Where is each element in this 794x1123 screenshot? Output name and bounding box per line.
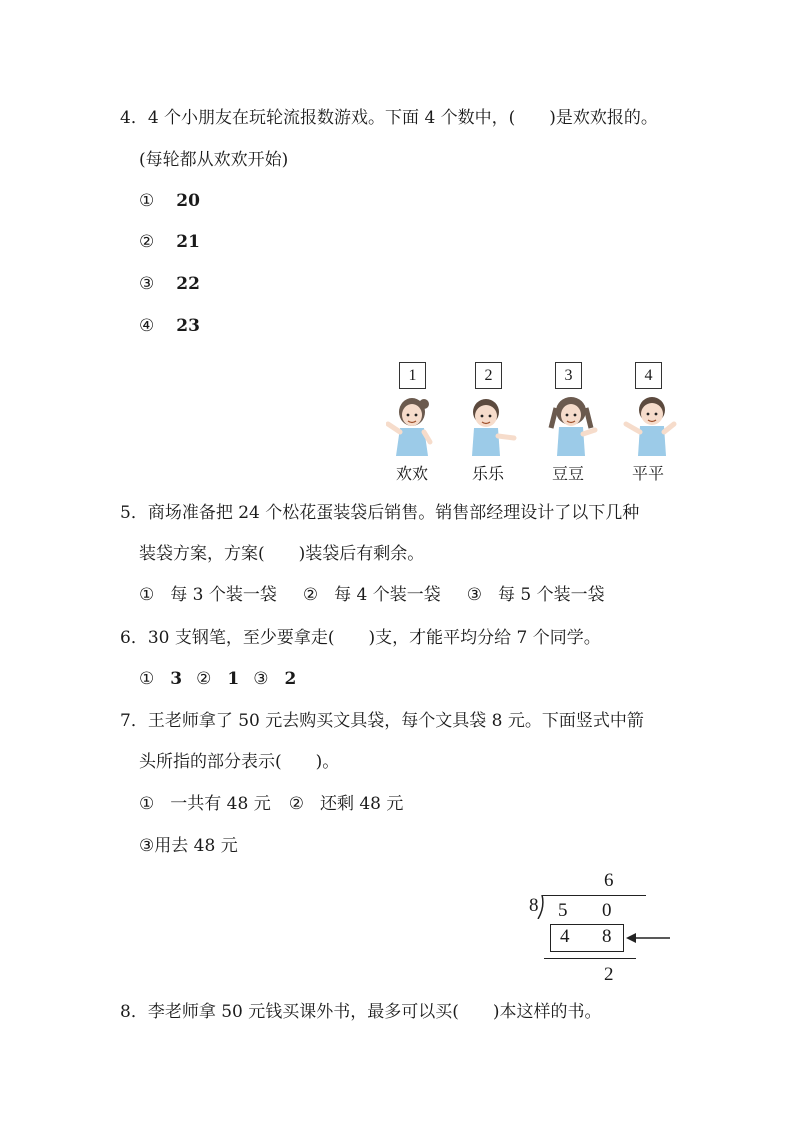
child-number-box-1: 1: [399, 362, 426, 389]
boy-pingping-figure: [622, 394, 678, 456]
option-mark: ①: [139, 669, 155, 689]
child-name-2: 乐乐: [472, 464, 505, 483]
division-bar: [542, 895, 646, 896]
q4-option-1[interactable]: [139, 189, 200, 213]
q4-option-2[interactable]: [139, 230, 200, 254]
q5-stem-line2: 装袋方案，方案( )装袋后有剩余。: [139, 544, 425, 564]
child-number-box-4: 4: [635, 362, 662, 389]
left-arrow-icon: [626, 930, 670, 946]
division-quotient: 6: [604, 870, 614, 891]
option-mark: ③: [253, 669, 269, 689]
option-mark: ②: [288, 794, 304, 814]
child-number-box-2: 2: [475, 362, 502, 389]
option-text: 23: [176, 316, 200, 336]
girl-doudou-figure: [545, 394, 599, 456]
option-text: 21: [176, 232, 200, 252]
q4-option-3[interactable]: [139, 272, 200, 296]
q7-option-1[interactable]: [139, 792, 271, 816]
option-mark: ①: [139, 585, 155, 605]
division-divisor: 8: [529, 895, 539, 916]
option-mark: ③: [139, 836, 155, 856]
q4-stem-line2: (每轮都从欢欢开始): [139, 150, 289, 170]
q4-option-4[interactable]: [139, 314, 200, 338]
q5-option-2[interactable]: [303, 583, 441, 607]
option-text: 还剩 48 元: [319, 794, 404, 814]
long-division: [520, 868, 680, 990]
q7-stem-line2: 头所指的部分表示( )。: [139, 752, 340, 772]
q7-stem-line1: 7．王老师拿了 50 元去购买文具袋，每个文具袋 8 元。下面竖式中箭: [120, 711, 644, 731]
option-text: 2: [284, 669, 297, 689]
option-mark: ③: [139, 274, 155, 294]
division-remainder: 2: [604, 964, 614, 985]
q7-option-3[interactable]: [139, 834, 238, 858]
q6-option-3[interactable]: [253, 667, 296, 691]
q8-stem-line1: 8．李老师拿 50 元钱买课外书，最多可以买( )本这样的书。: [120, 1002, 602, 1022]
option-mark: ①: [139, 794, 155, 814]
q7-options-row1: [139, 792, 429, 816]
division-subtraction-line: [544, 958, 636, 959]
option-text: 一共有 48 元: [170, 794, 271, 814]
option-mark: ②: [302, 585, 319, 605]
q7-option-2[interactable]: [289, 792, 404, 816]
q5-option-1[interactable]: [139, 583, 277, 607]
girl-huanhuan-figure: [386, 392, 438, 456]
option-text: 1: [227, 669, 240, 689]
option-mark: ②: [196, 669, 212, 689]
option-text: 每 5 个装一袋: [498, 585, 605, 605]
q6-option-1[interactable]: [139, 667, 182, 691]
q6-option-2[interactable]: [196, 667, 239, 691]
option-text: 用去 48 元: [154, 836, 238, 856]
q6-options: [139, 667, 322, 691]
option-text: 20: [176, 191, 200, 211]
child-name-1: 欢欢: [396, 464, 429, 483]
child-number-box-3: 3: [555, 362, 582, 389]
option-mark: ②: [139, 232, 155, 252]
q5-stem-line1: 5．商场准备把 24 个松花蛋装袋后销售。销售部经理设计了以下几种: [120, 503, 640, 523]
division-product-ones: 8: [602, 926, 612, 947]
option-text: 每 3 个装一袋: [170, 585, 277, 605]
option-mark: ④: [139, 316, 155, 336]
option-text: 3: [170, 669, 183, 689]
option-text: 22: [176, 274, 200, 294]
q5-option-3[interactable]: [467, 583, 605, 607]
division-bracket: [536, 895, 546, 919]
option-mark: ③: [466, 585, 482, 605]
q4-stem-line1: 4．4 个小朋友在玩轮流报数游戏。下面 4 个数中，( )是欢欢报的。: [120, 108, 658, 128]
division-dividend-ones: 0: [602, 900, 612, 921]
boy-lele-figure: [462, 396, 518, 456]
q5-options: [139, 583, 631, 607]
option-mark: ①: [139, 191, 155, 211]
q6-stem-line1: 6．30 支钢笔，至少要拿走( )支，才能平均分给 7 个同学。: [120, 628, 601, 648]
child-name-3: 豆豆: [552, 464, 585, 483]
child-name-4: 平平: [632, 464, 665, 483]
option-text: 每 4 个装一袋: [334, 585, 441, 605]
division-product-tens: 4: [560, 926, 570, 947]
division-dividend-tens: 5: [558, 900, 568, 921]
